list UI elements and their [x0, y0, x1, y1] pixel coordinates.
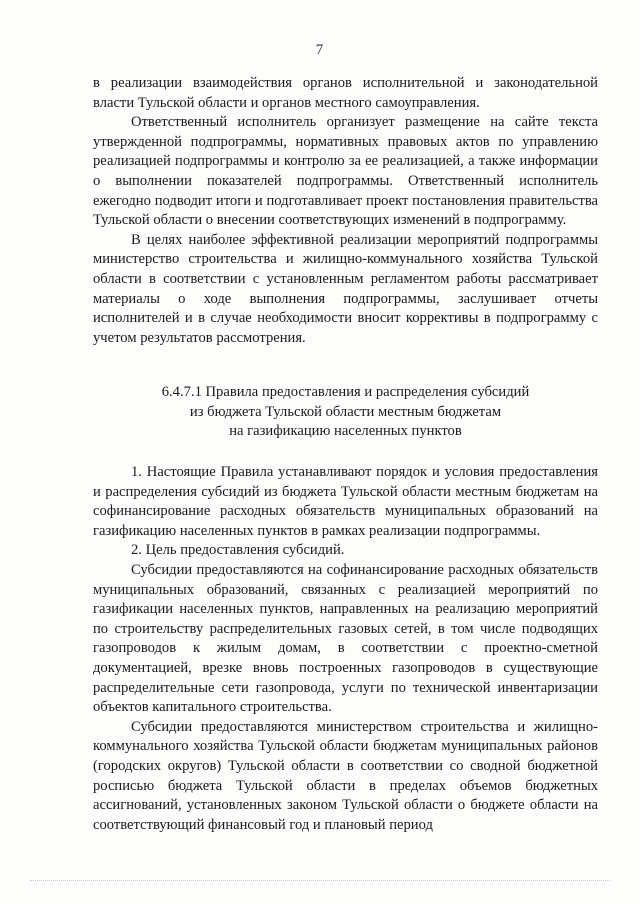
paragraph-continuation: в реализации взаимодействия органов исполнительной и законодательной власти Тульской области и органов местного самоуправления.	[93, 75, 598, 111]
text-block-bottom	[93, 463, 598, 835]
section-heading-line: из бюджета Тульской области местным бюджетам	[189, 403, 502, 420]
paragraph-subsidy-purpose: Субсидии предоставляются на софинансирование расходных обязательств муниципальных образований, связанных с реализацией мероприятий по газификации населенных пунктов, направленных на реализацию мероприятий по строительству распределительных газовых сетей, в том числе подводящих газопроводов к жилым домам, в соответствии с проектно-сметной документацией, врезке вновь построенных газопроводов в существующие распределительные сети газопровода, услуги по технической инвентаризации объектов капитального строительства.	[93, 561, 598, 716]
paragraph-purpose-heading: 2. Цель предоставления субсидий.	[131, 542, 345, 559]
text-block-top	[93, 74, 598, 348]
paragraph-subsidy-provider: Субсидии предоставляются министерством строительства и жилищно-коммунального хозяйства Тульской области бюджетам муниципальных районов (городских округов) Тульской области в соответствии со сводной бюджетной росписью бюджета Тульской области в пределах объемов бюджетных ассигнований, установленных законом Тульской области о бюджете области на соответствующий финансовый год и плановый период	[93, 718, 598, 833]
paragraph-review: В целях наиболее эффективной реализации мероприятий подпрограммы министерство строительства и жилищно-коммунального хозяйства Тульской области в соответствии с установленным регламентом работы рассматривает материалы о ходе выполнения подпрограммы, заслушивает отчеты исполнителей и в случае необходимости вносит коррективы в подпрограмму с учетом результатов рассмотрения.	[93, 231, 598, 346]
paragraph-publication: Ответственный исполнитель организует размещение на сайте текста утвержденной подпрограммы, нормативных правовых актов по управлению реализацией подпрограммы и контролю за ее реализацией, а также информации о выполнении показателей подпрограммы. Ответственный исполнитель ежегодно подводит итоги и подготавливает проект постановления правительства Тульской области о внесении соответствующих изменений в подпрограмму.	[93, 114, 598, 229]
paragraph-rules-scope: 1. Настоящие Правила устанавливают порядок и условия предоставления и распределения субсидий из бюджета Тульской области местным бюджетам на софинансирование расходных обязательств муниципальных образований на газификацию населенных пунктов в рамках реализации подпрограммы.	[93, 464, 598, 539]
section-heading-line: на газификацию населенных пунктов	[229, 423, 462, 440]
page-number: 7	[315, 42, 325, 58]
section-heading-line: 6.4.7.1 Правила предоставления и распределения субсидий	[161, 384, 530, 400]
scan-artifact-line	[30, 880, 610, 882]
section-heading	[93, 383, 598, 442]
